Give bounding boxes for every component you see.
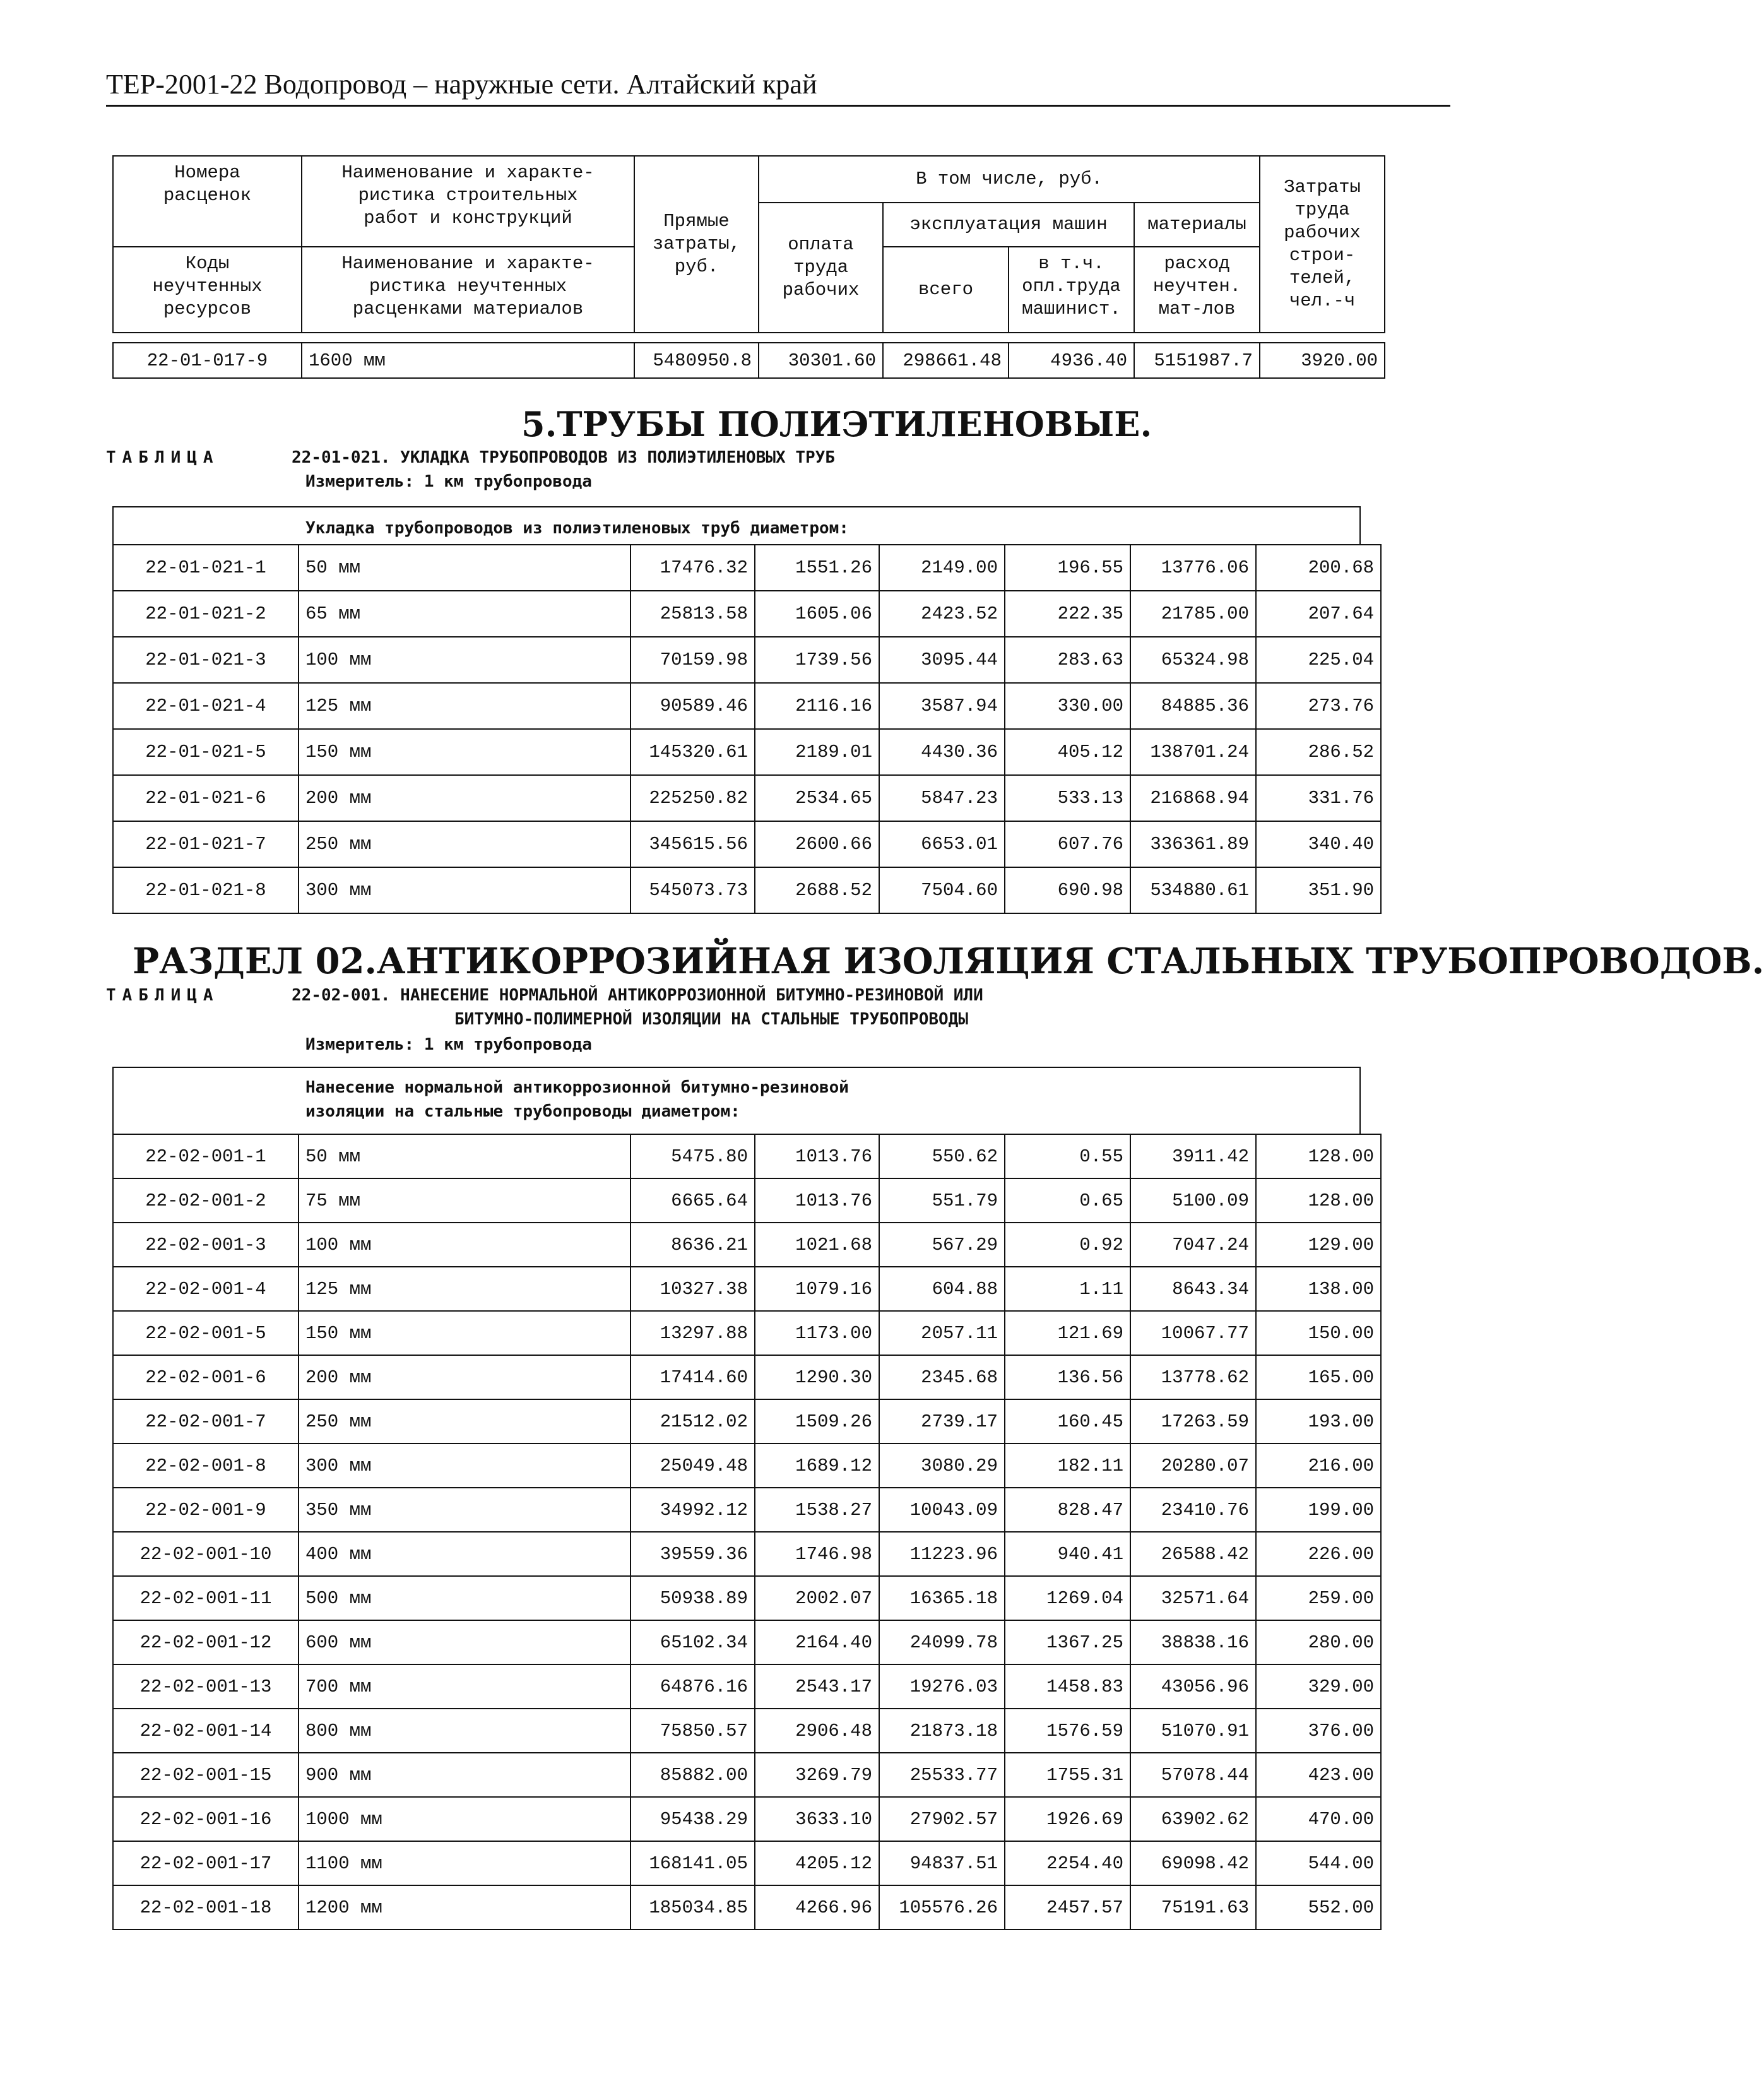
value-cell: 6665.64 [630,1178,755,1223]
value-cell: 2254.40 [1005,1841,1130,1885]
diameter-cell: 350 мм [299,1488,630,1532]
table-row [113,1488,1381,1532]
value-cell: 550.62 [879,1134,1005,1178]
value-cell: 69098.42 [1130,1841,1256,1885]
value-cell: 94837.51 [879,1841,1005,1885]
rate-code-cell: 22-02-001-10 [113,1532,299,1576]
value-cell: 1021.68 [755,1223,879,1267]
value-cell: 65324.98 [1130,637,1256,683]
diameter-cell: 50 мм [299,545,630,591]
group-machines-header: эксплуатация машин [883,203,1134,247]
value-cell: 222.35 [1005,591,1130,637]
diameter-cell: 250 мм [299,1399,630,1444]
group-including-header: В том числе, руб. [759,156,1260,203]
value-cell: 64876.16 [630,1664,755,1709]
value-cell: 336361.89 [1130,821,1256,867]
value-cell: 19276.03 [879,1664,1005,1709]
diameter-cell: 50 мм [299,1134,630,1178]
value-cell: 225250.82 [630,775,755,821]
value-cell: 196.55 [1005,545,1130,591]
value-cell: 10327.38 [630,1267,755,1311]
value-cell: 351.90 [1256,867,1381,913]
value-cell: 345615.56 [630,821,755,867]
rate-code-cell: 22-01-021-3 [113,637,299,683]
diameter-cell: 100 мм [299,637,630,683]
value-cell: 690.98 [1005,867,1130,913]
value-cell: 2002.07 [755,1576,879,1620]
table-row [113,867,1381,913]
diameter-cell: 65 мм [299,591,630,637]
value-cell: 1.11 [1005,1267,1130,1311]
value-cell: 273.76 [1256,683,1381,729]
table-row [113,1311,1381,1355]
value-cell: 207.64 [1256,591,1381,637]
value-cell: 1739.56 [755,637,879,683]
value-cell: 1746.98 [755,1532,879,1576]
value-cell: 216868.94 [1130,775,1256,821]
value-cell: 567.29 [879,1223,1005,1267]
value-cell: 129.00 [1256,1223,1381,1267]
section-02-title: РАЗДЕЛ 02.АНТИКОРРОЗИЙНАЯ ИЗОЛЯЦИЯ СТАЛЬНЫХ ТРУБОПРОВОДОВ. [133,940,1764,982]
table-row [113,775,1381,821]
value-cell: 6653.01 [879,821,1005,867]
col-resource-codes-header: Коды неучтенных ресурсов [113,247,302,333]
value-cell: 1509.26 [755,1399,879,1444]
page-header: ТЕР-2001-22 Водопровод – наружные сети. Алтайский край [106,69,817,100]
diameter-cell: 125 мм [299,1267,630,1311]
value-cell: 4266.96 [755,1885,879,1930]
table-row [113,1576,1381,1620]
value-cell: 0.65 [1005,1178,1130,1223]
table-row [113,1444,1381,1488]
value-cell: 2906.48 [755,1709,879,1753]
value-cell: 16365.18 [879,1576,1005,1620]
value-cell: 225.04 [1256,637,1381,683]
table-row [113,1178,1381,1223]
table-caption-continued: изоляции на стальные трубопроводы диаметром: [305,1102,740,1121]
value-cell: 185034.85 [630,1885,755,1930]
value-cell: 50938.89 [630,1576,755,1620]
value-cell: 75191.63 [1130,1885,1256,1930]
value-cell: 13778.62 [1130,1355,1256,1399]
value-cell: 21785.00 [1130,591,1256,637]
value-cell: 7504.60 [879,867,1005,913]
diameter-cell: 75 мм [299,1178,630,1223]
value-cell: 20280.07 [1130,1444,1256,1488]
value-cell: 11223.96 [879,1532,1005,1576]
col-direct-costs-header: Прямые затраты, руб. [634,156,759,333]
polyethylene-pipes-table [112,544,1382,914]
table-title-continued: БИТУМНО-ПОЛИМЕРНОЙ ИЗОЛЯЦИИ НА СТАЛЬНЫЕ ТРУБОПРОВОДЫ [454,1010,968,1029]
value-cell: 1079.16 [755,1267,879,1311]
value-cell: 2739.17 [879,1399,1005,1444]
value-cell: 160.45 [1005,1399,1130,1444]
value-cell: 405.12 [1005,729,1130,775]
value-cell: 57078.44 [1130,1753,1256,1797]
value-cell: 24099.78 [879,1620,1005,1664]
value-cell: 216.00 [1256,1444,1381,1488]
value-cell: 128.00 [1256,1178,1381,1223]
value-cell: 145320.61 [630,729,755,775]
measure-unit: Измеритель: 1 км трубопровода [305,472,592,491]
value-cell: 2345.68 [879,1355,1005,1399]
table-row [113,1664,1381,1709]
table-title: 22-01-021. УКЛАДКА ТРУБОПРОВОДОВ ИЗ ПОЛИЭТИЛЕНОВЫХ ТРУБ [292,448,835,467]
value-cell: 828.47 [1005,1488,1130,1532]
rate-code-cell: 22-02-001-2 [113,1178,299,1223]
value-cell: 38838.16 [1130,1620,1256,1664]
table-row [113,1223,1381,1267]
col-labor-header: Затраты труда рабочих строи- телей, чел.-ч [1260,156,1385,333]
value-cell: 13776.06 [1130,545,1256,591]
value-cell: 283.63 [1005,637,1130,683]
value-cell: 1551.26 [755,545,879,591]
value-cell: 25813.58 [630,591,755,637]
col-materials-consumption-header: расход неучтен. мат-лов [1134,247,1260,333]
rate-code-cell: 22-01-021-4 [113,683,299,729]
diameter-cell: 900 мм [299,1753,630,1797]
table-caption: Укладка трубопроводов из полиэтиленовых труб диаметром: [305,519,849,538]
diameter-cell: 125 мм [299,683,630,729]
table-row [113,1841,1381,1885]
measure-unit: Измеритель: 1 км трубопровода [305,1035,592,1054]
value-cell: 70159.98 [630,637,755,683]
value-cell: 75850.57 [630,1709,755,1753]
diameter-cell: 200 мм [299,1355,630,1399]
value-cell: 34992.12 [630,1488,755,1532]
value-cell: 286.52 [1256,729,1381,775]
value-cell: 607.76 [1005,821,1130,867]
value-cell: 105576.26 [879,1885,1005,1930]
diameter-cell: 500 мм [299,1576,630,1620]
col-unaccounted-name-header: Наименование и характе- ристика неучтенных расценками материалов [302,247,634,333]
col-wage-header: оплата труда рабочих [759,203,883,333]
value-cell: 259.00 [1256,1576,1381,1620]
rate-code-cell: 22-02-001-16 [113,1797,299,1841]
value-cell: 32571.64 [1130,1576,1256,1620]
value-cell: 165.00 [1256,1355,1381,1399]
table-row [113,1532,1381,1576]
value-cell: 330.00 [1005,683,1130,729]
col-machinist-wage-header: в т.ч. опл.труда машинист. [1009,247,1134,333]
value-cell: 1926.69 [1005,1797,1130,1841]
value-cell: 2534.65 [755,775,879,821]
diameter-cell: 150 мм [299,1311,630,1355]
table-row [113,1267,1381,1311]
value-cell: 95438.29 [630,1797,755,1841]
value-cell: 51070.91 [1130,1709,1256,1753]
value-cell: 3633.10 [755,1797,879,1841]
group-materials-header: материалы [1134,203,1260,247]
rate-code-cell: 22-01-021-8 [113,867,299,913]
rate-code-cell: 22-02-001-13 [113,1664,299,1709]
table-row: 22-01-017-9 1600 мм 5480950.8 30301.60 298661.48 4936.40 5151987.7 3920.00 [113,343,1385,378]
rate-code-cell: 22-01-021-7 [113,821,299,867]
value-cell: 3587.94 [879,683,1005,729]
rate-code-cell: 22-01-021-6 [113,775,299,821]
value-cell: 43056.96 [1130,1664,1256,1709]
value-cell: 21512.02 [630,1399,755,1444]
value-cell: 39559.36 [630,1532,755,1576]
value-cell: 21873.18 [879,1709,1005,1753]
value-cell: 280.00 [1256,1620,1381,1664]
value-cell: 3080.29 [879,1444,1005,1488]
value-cell: 1290.30 [755,1355,879,1399]
value-cell: 85882.00 [630,1753,755,1797]
table-row [113,591,1381,637]
table-label: ТАБЛИЦА [106,986,220,1005]
value-cell: 5475.80 [630,1134,755,1178]
table-row [113,637,1381,683]
value-cell: 470.00 [1256,1797,1381,1841]
value-cell: 10067.77 [1130,1311,1256,1355]
value-cell: 2423.52 [879,591,1005,637]
value-cell: 7047.24 [1130,1223,1256,1267]
rate-code-cell: 22-02-001-4 [113,1267,299,1311]
rate-code-cell: 22-02-001-14 [113,1709,299,1753]
rate-code-cell: 22-02-001-6 [113,1355,299,1399]
value-cell: 2164.40 [755,1620,879,1664]
rate-code-cell: 22-02-001-15 [113,1753,299,1797]
diameter-cell: 1100 мм [299,1841,630,1885]
diameter-cell: 400 мм [299,1532,630,1576]
table-row [113,1355,1381,1399]
value-cell: 199.00 [1256,1488,1381,1532]
anticorrosion-insulation-table [112,1134,1382,1930]
diameter-cell: 800 мм [299,1709,630,1753]
value-cell: 0.92 [1005,1223,1130,1267]
rate-code-cell: 22-01-021-1 [113,545,299,591]
value-cell: 1458.83 [1005,1664,1130,1709]
value-cell: 13297.88 [630,1311,755,1355]
value-cell: 23410.76 [1130,1488,1256,1532]
value-cell: 1538.27 [755,1488,879,1532]
value-cell: 534880.61 [1130,867,1256,913]
value-cell: 3911.42 [1130,1134,1256,1178]
table-label: ТАБЛИЦА [106,448,220,467]
value-cell: 26588.42 [1130,1532,1256,1576]
value-cell: 604.88 [879,1267,1005,1311]
value-cell: 376.00 [1256,1709,1381,1753]
rate-code-cell: 22-02-001-18 [113,1885,299,1930]
table-caption: Нанесение нормальной антикоррозионной битумно-резиновой [305,1078,849,1097]
value-cell: 200.68 [1256,545,1381,591]
value-cell: 27902.57 [879,1797,1005,1841]
diameter-cell: 1000 мм [299,1797,630,1841]
value-cell: 1755.31 [1005,1753,1130,1797]
value-cell: 17263.59 [1130,1399,1256,1444]
value-cell: 121.69 [1005,1311,1130,1355]
value-cell: 544.00 [1256,1841,1381,1885]
value-cell: 17476.32 [630,545,755,591]
section-title: 5.ТРУБЫ ПОЛИЭТИЛЕНОВЫЕ. [521,404,1152,444]
table-title: 22-02-001. НАНЕСЕНИЕ НОРМАЛЬНОЙ АНТИКОРРОЗИОННОЙ БИТУМНО-РЕЗИНОВОЙ ИЛИ [292,986,983,1005]
value-cell: 138701.24 [1130,729,1256,775]
diameter-cell: 1200 мм [299,1885,630,1930]
value-cell: 1689.12 [755,1444,879,1488]
value-cell: 8636.21 [630,1223,755,1267]
value-cell: 138.00 [1256,1267,1381,1311]
value-cell: 2116.16 [755,683,879,729]
value-cell: 4205.12 [755,1841,879,1885]
rate-code-cell: 22-02-001-9 [113,1488,299,1532]
value-cell: 533.13 [1005,775,1130,821]
value-cell: 128.00 [1256,1134,1381,1178]
value-cell: 1013.76 [755,1134,879,1178]
value-cell: 3269.79 [755,1753,879,1797]
col-rate-number-header: Номера расценок [113,156,302,247]
rate-code-cell: 22-02-001-17 [113,1841,299,1885]
value-cell: 8643.34 [1130,1267,1256,1311]
col-work-name-header: Наименование и характе- ристика строительных работ и конструкций [302,156,634,247]
value-cell: 226.00 [1256,1532,1381,1576]
value-cell: 1367.25 [1005,1620,1130,1664]
diameter-cell: 200 мм [299,775,630,821]
value-cell: 65102.34 [630,1620,755,1664]
value-cell: 552.00 [1256,1885,1381,1930]
table-row [113,1620,1381,1664]
value-cell: 150.00 [1256,1311,1381,1355]
value-cell: 1269.04 [1005,1576,1130,1620]
value-cell: 2543.17 [755,1664,879,1709]
rate-code-cell: 22-01-021-5 [113,729,299,775]
table-row [113,821,1381,867]
rate-code-cell: 22-01-021-2 [113,591,299,637]
value-cell: 2057.11 [879,1311,1005,1355]
value-cell: 551.79 [879,1178,1005,1223]
value-cell: 1605.06 [755,591,879,637]
table-row [113,729,1381,775]
table-row [113,1709,1381,1753]
value-cell: 940.41 [1005,1532,1130,1576]
table-row [113,1134,1381,1178]
table-row [113,1885,1381,1930]
value-cell: 2688.52 [755,867,879,913]
value-cell: 84885.36 [1130,683,1256,729]
value-cell: 331.76 [1256,775,1381,821]
value-cell: 0.55 [1005,1134,1130,1178]
value-cell: 2600.66 [755,821,879,867]
table-row [113,683,1381,729]
value-cell: 2149.00 [879,545,1005,591]
rate-code-cell: 22-02-001-12 [113,1620,299,1664]
rate-code-cell: 22-02-001-1 [113,1134,299,1178]
rate-code-cell: 22-02-001-11 [113,1576,299,1620]
rate-code-cell: 22-02-001-5 [113,1311,299,1355]
value-cell: 2457.57 [1005,1885,1130,1930]
value-cell: 17414.60 [630,1355,755,1399]
diameter-cell: 700 мм [299,1664,630,1709]
value-cell: 5100.09 [1130,1178,1256,1223]
col-machines-total-header: всего [883,247,1009,333]
diameter-cell: 600 мм [299,1620,630,1664]
diameter-cell: 300 мм [299,867,630,913]
diameter-cell: 100 мм [299,1223,630,1267]
table-row [113,1797,1381,1841]
rate-code-cell: 22-02-001-7 [113,1399,299,1444]
value-cell: 2189.01 [755,729,879,775]
value-cell: 1173.00 [755,1311,879,1355]
rate-code-cell: 22-02-001-8 [113,1444,299,1488]
value-cell: 168141.05 [630,1841,755,1885]
value-cell: 25049.48 [630,1444,755,1488]
value-cell: 63902.62 [1130,1797,1256,1841]
diameter-cell: 150 мм [299,729,630,775]
value-cell: 182.11 [1005,1444,1130,1488]
value-cell: 193.00 [1256,1399,1381,1444]
header-rule [106,105,1450,107]
value-cell: 329.00 [1256,1664,1381,1709]
rate-code-cell: 22-02-001-3 [113,1223,299,1267]
value-cell: 1013.76 [755,1178,879,1223]
value-cell: 5847.23 [879,775,1005,821]
value-cell: 545073.73 [630,867,755,913]
diameter-cell: 300 мм [299,1444,630,1488]
value-cell: 25533.77 [879,1753,1005,1797]
value-cell: 136.56 [1005,1355,1130,1399]
value-cell: 340.40 [1256,821,1381,867]
value-cell: 10043.09 [879,1488,1005,1532]
value-cell: 90589.46 [630,683,755,729]
table-row [113,1753,1381,1797]
value-cell: 1576.59 [1005,1709,1130,1753]
table-row [113,1399,1381,1444]
value-cell: 4430.36 [879,729,1005,775]
diameter-cell: 250 мм [299,821,630,867]
value-cell: 3095.44 [879,637,1005,683]
table-row [113,545,1381,591]
column-header-table [112,155,1385,379]
value-cell: 423.00 [1256,1753,1381,1797]
